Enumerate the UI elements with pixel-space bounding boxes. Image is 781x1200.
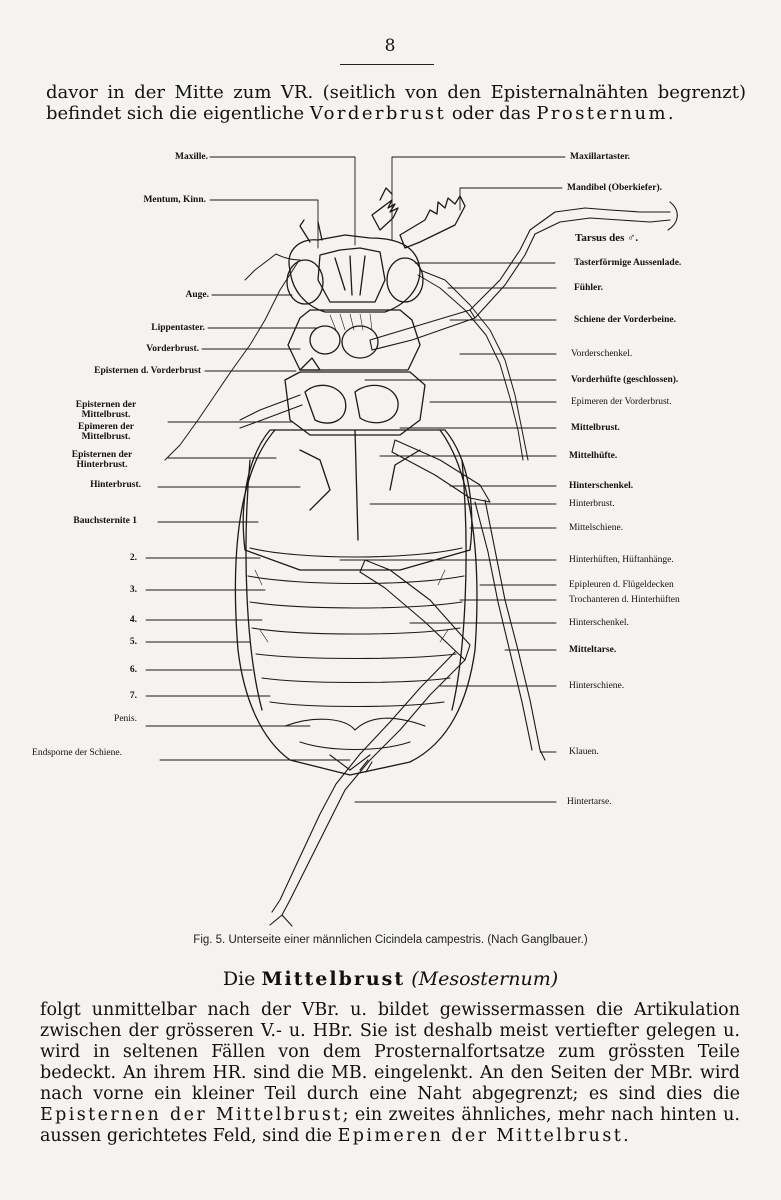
prothorax [288,310,420,370]
label-penis: Penis. [114,714,137,724]
body-emph-epimeren: Epimeren der Mittelbrust [337,1126,624,1146]
label-episternen-vorderbrust: Episternen d. Vorderbrust [94,366,201,376]
label-mittelbrust: Mittelbrust. [571,423,620,433]
label-sternite-7: 7. [129,691,137,701]
figure-caption: Fig. 5. Unterseite einer männlichen Cicindela campestris. (Nach Ganglbauer.) [193,934,588,946]
body-text-3: . [623,1126,629,1146]
section-title-prefix: Die [222,968,256,990]
section-heading [0,968,781,990]
abdomen [248,548,464,770]
label-mentum: Mentum, Kinn. [143,195,206,205]
hatching [255,314,448,642]
label-trochanteren: Trochanteren d. Hinterhüften [569,595,680,605]
label-mitteltarse: Mitteltarse. [569,645,617,655]
label-endsporne: Endsporne der Schiene. [32,748,122,758]
label-hinterschiene: Hinterschiene. [569,681,625,691]
label-vorderbrust: Vorderbrust. [146,344,199,354]
intro-paragraph [46,82,746,124]
label-hinterschenkel-1: Hinterschenkel. [569,481,634,491]
label-fuehler: Fühler. [574,283,603,293]
label-epimeren-mittelbrust: Epimeren der Mittelbrust. [77,422,135,442]
label-tarsus-des-mannchens: Tarsus des ♂. [575,232,639,244]
label-sternite-5: 5. [129,637,137,647]
body-text-2: ; ein zweites ähnliches, mehr nach hinten u. aussen gerichtetes Feld, sind die [40,1105,740,1146]
body-text-1: folgt unmittelbar nach der VBr. u. bildet gewissermassen die Artikulation zwischen der grösseren V.- u. HBr. Sie ist deshalb meist vertiefter gelegen u. wird in seltenen Fällen von dem Prosternalfortsatze zum grössten Teile bedeckt. An ihrem HR. sind die MB. eingelenkt. An den Seiten der MBr. wird nach vorne ein kleiner Teil durch eine Naht abgegrenzt; es sind dies die [40,1000,740,1104]
intro-text-mid: oder das [446,103,537,124]
section-title-main: Mittelbrust [261,968,406,990]
label-hintertarse: Hintertarse. [567,797,612,807]
label-epimeren-vorderbrust: Epimeren der Vorderbrust. [571,397,672,407]
label-mandibel: Mandibel (Oberkiefer). [567,183,662,193]
label-sternite-3: 3. [129,585,137,595]
label-sternite-6: 6. [129,665,137,675]
label-maxille: Maxille. [175,152,208,162]
body-emph-episternen: Episternen der Mittelbrust [40,1105,343,1125]
intro-emph-vorderbrust: Vorderbrust [309,103,447,124]
label-epipleuren: Epipleuren d. Flügeldecken [569,580,674,590]
label-hinterschenkel-2: Hinterschenkel. [569,618,629,628]
label-episternen-mittelbrust: Episternen der Mittelbrust. [75,400,137,420]
label-maxillartaster: Maxillartaster. [570,152,631,162]
label-bauchsternite-1: Bauchsternite 1 [73,516,137,526]
label-sternite-4: 4. [129,615,137,625]
intro-text-before: davor in der Mitte zum VR. (seitlich von den Episternalnähten begrenzt) befindet sich die eigentliche [46,82,746,124]
body-paragraph [40,1000,740,1147]
label-hinterhuefen: Hinterhüften, Hüftanhänge. [569,555,674,565]
label-hinterbrust-right: Hinterbrust. [569,499,615,509]
section-title-latin: (Mesosternum) [411,968,559,990]
beetle-drawing [0,130,781,930]
label-aussenlade: Tasterförmige Aussenlade. [574,258,682,268]
label-vorderhuefte: Vorderhüfte (geschlossen). [571,375,679,385]
label-auge: Auge. [185,290,209,300]
label-episternen-hinterbrust: Episternen der Hinterbrust. [71,450,133,470]
label-mittelhuefte: Mittelhüfte. [569,451,618,461]
page-number-rule [340,64,434,65]
antennae [165,254,528,460]
page-number: 8 [384,36,397,56]
intro-text-after: . [667,103,674,124]
label-lippentaster: Lippentaster. [151,323,205,333]
beetle-figure [0,130,781,930]
label-vorderschenkel: Vorderschenkel. [571,349,633,359]
label-schiene-vorderbeine: Schiene der Vorderbeine. [574,315,676,325]
intro-emph-prosternum: Prosternum [536,103,668,124]
leader-lines [146,157,565,802]
label-hinterbrust-left: Hinterbrust. [90,480,141,490]
label-sternite-2: 2. [129,553,137,563]
label-klauen: Klauen. [569,747,599,757]
label-mittelschiene: Mittelschiene. [569,523,624,533]
